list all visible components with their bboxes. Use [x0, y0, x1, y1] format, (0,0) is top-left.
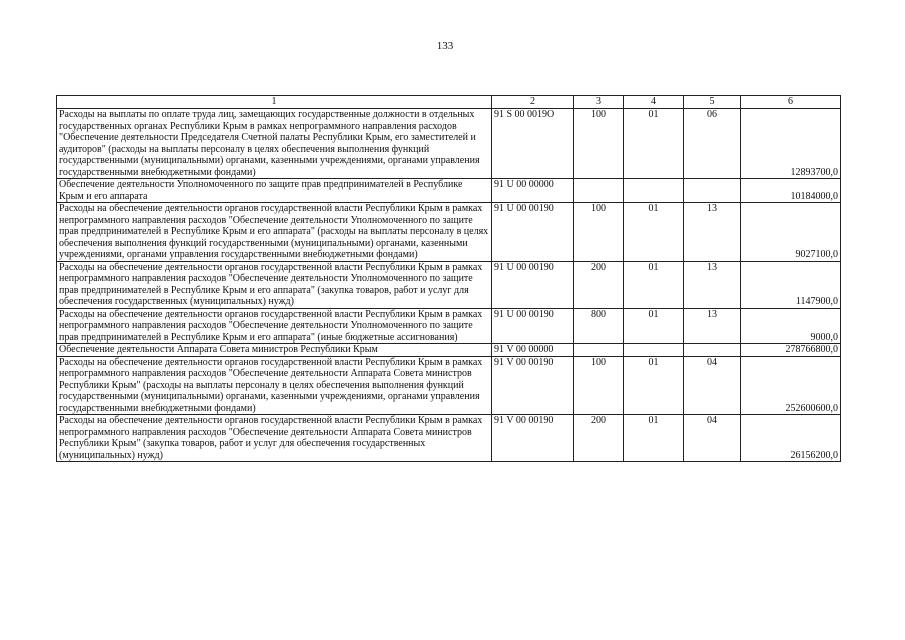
row-section	[624, 179, 684, 203]
row-name: Расходы на выплаты по оплате труда лиц, замещающих государственные должности в отдельных государственных органах Республики Крым в рамках непрограммного направления расходов "Обеспечение деятельности Председателя Счетной палаты Республики Крым, его заместителей и аудиторов" (расходы на выплаты персоналу в целях обеспечения выполнения функций государственными (муниципальными) органами, казенными учреждениями, органами управления государственными внебюджетными фондами)	[57, 109, 492, 179]
column-header-5: 5	[684, 96, 741, 109]
row-code: 91 U 00 00190	[492, 261, 574, 308]
row-code: 91 V 00 00000	[492, 344, 574, 357]
row-expense-type: 100	[574, 203, 624, 262]
row-amount: 26156200,0	[741, 415, 841, 462]
row-section: 01	[624, 261, 684, 308]
row-amount: 10184000,0	[741, 179, 841, 203]
budget-table	[56, 95, 841, 462]
row-section: 01	[624, 356, 684, 415]
column-header-1: 1	[57, 96, 492, 109]
row-expense-type	[574, 179, 624, 203]
row-subsection: 13	[684, 261, 741, 308]
row-subsection: 04	[684, 356, 741, 415]
table-header-row	[57, 96, 841, 109]
row-expense-type: 100	[574, 356, 624, 415]
table-row	[57, 356, 841, 415]
row-name: Расходы на обеспечение деятельности органов государственной власти Республики Крым в рамках непрограммного направления расходов "Обеспечение деятельности Уполномоченного по защите прав предпринимателей в Республике Крым и его аппарата" (иные бюджетные ассигнования)	[57, 308, 492, 344]
table-row	[57, 179, 841, 203]
row-name: Расходы на обеспечение деятельности органов государственной власти Республики Крым в рамках непрограммного направления расходов "Обеспечение деятельности Уполномоченного по защите прав предпринимателей в Республике Крым и его аппарата" (расходы на выплаты персоналу в целях обеспечения выполнения функций государственными (муниципальными) органами, казенными учреждениями, органами управления государственными внебюджетными фондами)	[57, 203, 492, 262]
row-section: 01	[624, 415, 684, 462]
row-subsection: 06	[684, 109, 741, 179]
row-section: 01	[624, 109, 684, 179]
row-code: 91 S 00 0019О	[492, 109, 574, 179]
row-amount: 12893700,0	[741, 109, 841, 179]
row-expense-type: 200	[574, 261, 624, 308]
row-amount: 252600600,0	[741, 356, 841, 415]
column-header-3: 3	[574, 96, 624, 109]
table-row	[57, 261, 841, 308]
row-name: Обеспечение деятельности Аппарата Совета министров Республики Крым	[57, 344, 492, 357]
row-amount: 278766800,0	[741, 344, 841, 357]
row-code: 91 U 00 00000	[492, 179, 574, 203]
row-expense-type: 800	[574, 308, 624, 344]
table-row	[57, 203, 841, 262]
row-name: Расходы на обеспечение деятельности органов государственной власти Республики Крым в рамках непрограммного направления расходов "Обеспечение деятельности Уполномоченного по защите прав предпринимателей в Республике Крым и его аппарата" (закупка товаров, работ и услуг для обеспечения государственных (муниципальных) нужд)	[57, 261, 492, 308]
row-section	[624, 344, 684, 357]
table-row	[57, 109, 841, 179]
row-code: 91 V 00 00190	[492, 415, 574, 462]
row-subsection: 13	[684, 203, 741, 262]
row-subsection: 13	[684, 308, 741, 344]
row-expense-type: 100	[574, 109, 624, 179]
row-amount: 1147900,0	[741, 261, 841, 308]
row-amount: 9027100,0	[741, 203, 841, 262]
row-name: Расходы на обеспечение деятельности органов государственной власти Республики Крым в рамках непрограммного направления расходов "Обеспечение деятельности Аппарата Совета министров Республики Крым" (расходы на выплаты персоналу в целях обеспечения выполнения функций государственными (муниципальными) органами, казенными учреждениями, органами управления государственными внебюджетными фондами)	[57, 356, 492, 415]
column-header-2: 2	[492, 96, 574, 109]
row-name: Обеспечение деятельности Уполномоченного по защите прав предпринимателей в Республике Крым и его аппарата	[57, 179, 492, 203]
page-number: 133	[436, 40, 454, 52]
row-subsection	[684, 179, 741, 203]
row-amount: 9000,0	[741, 308, 841, 344]
row-subsection: 04	[684, 415, 741, 462]
column-header-6: 6	[741, 96, 841, 109]
column-header-4: 4	[624, 96, 684, 109]
row-code: 91 U 00 00190	[492, 308, 574, 344]
row-expense-type: 200	[574, 415, 624, 462]
row-name: Расходы на обеспечение деятельности органов государственной власти Республики Крым в рамках непрограммного направления расходов "Обеспечение деятельности Аппарата Совета министров Республики Крым" (закупка товаров, работ и услуг для обеспечения государственных (муниципальных) нужд)	[57, 415, 492, 462]
table-row	[57, 308, 841, 344]
table-row	[57, 415, 841, 462]
table-row	[57, 344, 841, 357]
row-subsection	[684, 344, 741, 357]
row-section: 01	[624, 203, 684, 262]
row-code: 91 V 00 00190	[492, 356, 574, 415]
row-section: 01	[624, 308, 684, 344]
row-code: 91 U 00 00190	[492, 203, 574, 262]
row-expense-type	[574, 344, 624, 357]
